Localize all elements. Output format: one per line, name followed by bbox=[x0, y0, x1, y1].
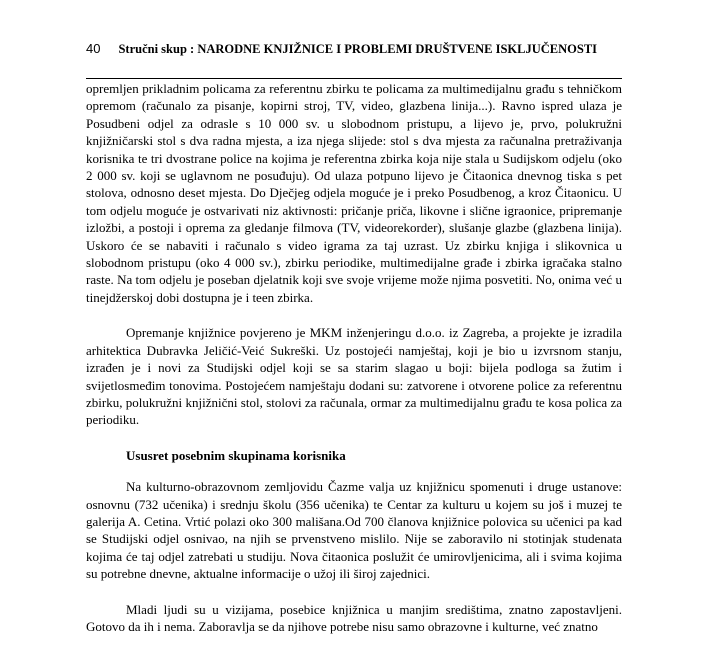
paragraph-1: opremljen prikladnim policama za referentnu zbirku te policama za multimedijalnu građu s tehničkom opremom (računalo za pisanje, kopirni stroj, TV, video, glazbena linija...). Ravno ispred ulaza je Posudbeni odjel za odrasle s 10 000 sv. u slobodnom pristupu, a lijevo je, prvo, polukružni knjižničarski stol s dva radna mjesta, a iza njega slijede: stol s dva mjesta za računalna pretraživanja korisnika te tri dvostrane police na kojima je referentna zbirka koja nije stala u Sudijskom odjelu (oko 2 000 sv. koji se uglavnom ne posuđuju). Od ulaza potpuno lijevo je Čitaonica dnevnog tiska s pet stolova, odnosno deset mjesta. Do Dječjeg odjela moguće je i preko Posudbenog, a kroz Čitaonicu. U tom odjelu moguće je ostvarivati niz aktivnosti: pričanje priča, likovne i slične igraonice, pripremanje izložbi, a postoji i oprema za gledanje filmova (TV, videorekorder), slušanje glazbe (glazbena linija). Uskoro će se nabaviti i računalo s video igrama za taj uzrast. Uz zbirku knjiga i slikovnica u slobodnom pristupu (oko 4 000 sv.), zbirku periodike, multimedijalne građe i zbirka igračaka stalno raste. Na tom odjelu je poseban djelatnik koji sve svoje vrijeme može njima posvetiti. No, onima već u tinejdžerskoj dobi dostupna je i teen zbirka. bbox=[86, 81, 622, 305]
page-header bbox=[86, 40, 626, 60]
paragraph-4: Mladi ljudi su u vizijama, posebice knjižnica u manjim središtima, znatno zapostavljeni. Gotovo da ih i nema. Zaboravlja se da njihove potrebe nisu samo obrazovne i kulturne, već znatno bbox=[86, 601, 622, 634]
body-text bbox=[86, 80, 622, 653]
paragraph-3: Na kulturno-obrazovnom zemljovidu Čazme valja uz knjižnicu spomenuti i druge ustanove: osnovnu (732 učenika) i srednju školu (356 učenika) te Centar za kulturu u kojem su još i muzej te galerija A. Cetina. Vrtić polazi oko 300 mališana.Od 700 članova knjižnice polovica su učenici pa kad se Studijski odjel osnivao, na njih se prvenstveno mislilo. Nije se zaboravilo ni stotinjak studenata kojima će taj odjel zatrebati u studiju. Nova čitaonica poslužit će umirovljenicima, ali i svima kojima su potrebne dnevne, aktualne informacije o užoj ili široj zajednici. bbox=[86, 479, 622, 582]
header-rule bbox=[86, 78, 622, 79]
running-title: Stručni skup : NARODNE KNJIŽNICE I PROBLEMI DRUŠTVENE ISKLJUČENOSTI bbox=[118, 42, 598, 56]
paragraph-2: Opremanje knjižnice povjereno je MKM inženjeringu d.o.o. iz Zagreba, a projekte je izradila arhitektica Dubravka Jeličić-Veić Sukreški. Uz postojeći namještaj, koji je bio u izvrsnom stanju, izrađen je i novi za Studijski odjel koji se sa starim slagao u boji: bijela podloga sa žutim i svijetlosmeđim tonovima. Postojećem namještaju dodani su: zatvorene i otvorene police za referentnu zbirku, polukružni knjižnični stol, stolovi za računala, ormar za multimedijalnu građu te kosa polica za periodiku. bbox=[86, 325, 622, 428]
section-heading: Ususret posebnim skupinama korisnika bbox=[126, 447, 346, 463]
page-number: 40 bbox=[86, 41, 101, 56]
